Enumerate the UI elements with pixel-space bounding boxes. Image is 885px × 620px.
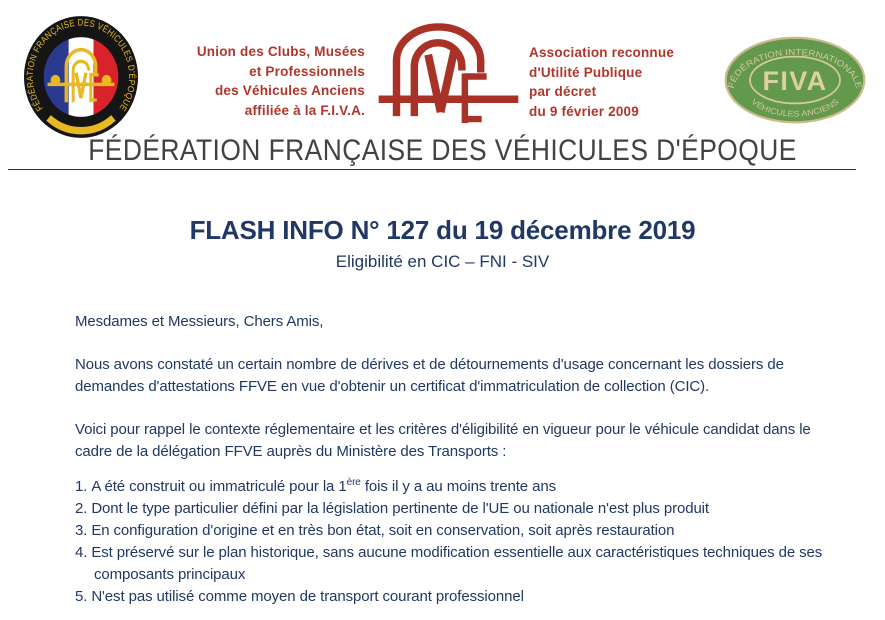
ffve-roundel-logo bbox=[22, 14, 140, 140]
criterion-number: 1. bbox=[75, 478, 88, 495]
roundel-ring-text: FÉDÉRATION FRANÇAISE DES VÉHICULES D'ÉPOQUE bbox=[25, 17, 137, 114]
association-line: Association reconnue bbox=[529, 45, 675, 60]
union-line: des Véhicules Anciens bbox=[214, 83, 365, 98]
association-text-block bbox=[529, 43, 719, 121]
criterion-text: Est préservé sur le plan historique, sans aucune modification essentielle aux caractéristiques techniques de ses composants principaux bbox=[91, 544, 823, 583]
criterion-number: 2. bbox=[75, 500, 88, 517]
criterion-text: A été construit ou immatriculé pour la 1 bbox=[91, 478, 347, 495]
paragraph: Nous avons constaté un certain nombre de dérives et de détournements d'usage concernant les dossiers de demandes d'attestations FFVE en vue d'obtenir un certificat d'immatriculation de collection (CIC). bbox=[75, 356, 784, 395]
criterion-item bbox=[75, 520, 823, 542]
criterion-text: Dont le type particulier défini par la législation pertinente de l'UE ou nationale n'est plus produit bbox=[91, 500, 709, 517]
fiva-acronym: FIVA bbox=[762, 65, 828, 96]
eligibility-criteria-list bbox=[75, 476, 823, 608]
criterion-text: fois il y a au moins trente ans bbox=[360, 478, 556, 495]
association-line: du 9 février 2009 bbox=[529, 103, 639, 119]
criterion-text: En configuration d'origine et en très bon état, soit en conservation, soit après restauration bbox=[91, 522, 675, 539]
monogram-v bbox=[428, 52, 454, 112]
union-text-block bbox=[165, 42, 365, 120]
header-divider bbox=[8, 169, 856, 170]
union-line: Union des Clubs, Musées bbox=[196, 44, 365, 59]
criterion-item bbox=[75, 498, 823, 520]
page-subtitle: Eligibilité en CIC – FNI - SIV bbox=[335, 252, 550, 271]
letter-body bbox=[75, 311, 823, 608]
criterion-item bbox=[75, 586, 823, 608]
criterion-superscript: ère bbox=[346, 477, 361, 488]
page-title: FLASH INFO N° 127 du 19 décembre 2019 bbox=[189, 215, 696, 245]
union-line: et Professionnels bbox=[249, 63, 365, 79]
fiva-bottom-text: VÉHICULES ANCIENS bbox=[749, 97, 840, 119]
association-line: d'Utilité Publique bbox=[529, 64, 643, 80]
union-line: affiliée à la F.I.V.A. bbox=[244, 102, 365, 118]
criterion-number: 3. bbox=[75, 522, 88, 539]
criterion-item bbox=[75, 476, 823, 498]
criterion-text: N'est pas utilisé comme moyen de transport courant professionnel bbox=[91, 588, 524, 605]
paragraph: Voici pour rappel le contexte réglementaire et les critères d'éligibilité en vigueur pour le véhicule candidat dans le cadre de la délégation FFVE auprès du Ministère des Transports : bbox=[75, 421, 811, 460]
criterion-number: 5. bbox=[75, 588, 88, 605]
fiva-top-text: FÉDÉRATION INTERNATIONALE bbox=[725, 46, 864, 90]
association-line: par décret bbox=[529, 84, 597, 99]
criterion-item bbox=[75, 542, 823, 586]
federation-banner: FÉDÉRATION FRANÇAISE DES VÉHICULES D'ÉPOQUE bbox=[88, 134, 797, 167]
fiva-logo bbox=[723, 34, 867, 126]
criterion-number: 4. bbox=[75, 544, 88, 561]
salutation: Mesdames et Messieurs, Chers Amis, bbox=[75, 313, 324, 330]
ffve-monogram-logo bbox=[376, 21, 521, 126]
